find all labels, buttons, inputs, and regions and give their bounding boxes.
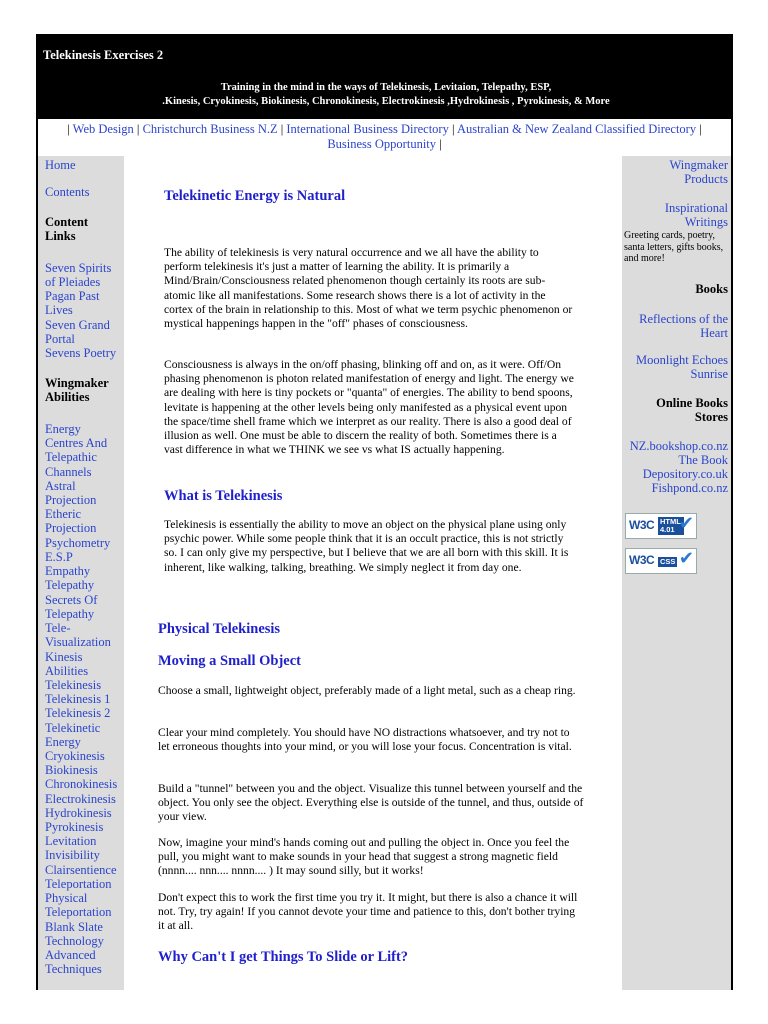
sidebar-link-kinesis-abilities[interactable]: Kinesis Abilities <box>45 650 89 679</box>
site-header <box>36 34 733 119</box>
sidebar-link-electrokinesis[interactable]: Electrokinesis <box>45 792 116 806</box>
right-link-nz-bookshop[interactable]: NZ.bookshop.co.nz <box>629 439 728 453</box>
sidebar-link-clairsentience[interactable]: Clairsentience <box>45 863 117 877</box>
paragraph-what-is: Telekinesis is essentially the ability to move an object on the physical plane using only psychic power. While some people think that it is an occult practice, this is not strictly so. I can only give my perspective, but I believe that we are all born with this skill. It is inherent, like walking, talking, breathing. We simply neglect it from day one. <box>164 518 569 574</box>
sidebar-link-secrets-of-telepathy[interactable]: Secrets Of Telepathy <box>45 593 98 622</box>
site-title: Telekinesis Exercises 2 <box>43 48 164 62</box>
sidebar-link-sevens-poetry[interactable]: Sevens Poetry <box>45 346 117 360</box>
heading-physical-telekinesis: Physical Telekinesis <box>158 621 281 637</box>
sidebar-link-tele-visualization[interactable]: Tele-Visualization <box>45 621 111 650</box>
right-link-fishpond[interactable]: Fishpond.co.nz <box>651 481 728 495</box>
sidebar-link-advanced-techniques[interactable]: Advanced Techniques <box>45 948 102 977</box>
nav-separator: | <box>439 137 442 151</box>
right-link-wingmaker-products[interactable]: Wingmaker Products <box>669 158 728 187</box>
css-label: CSS <box>660 557 676 566</box>
paragraph-move-3: Build a "tunnel" between you and the object. Visualize this tunnel between yourself and the object. You only see the object. Everything else is outside of the tunnel, and thus, outside of your view. <box>158 782 584 824</box>
sidebar-link-telekinesis-2[interactable]: Telekinesis 2 <box>45 706 111 720</box>
paragraph-energy-2: Consciousness is always in the on/off phasing, blinking off and on, as it were. Off/On phasing phenomenon is photon related manifestation of energy and light. The energy we are dealing with here is tiny pockets or "quanta" of energies. The ability to bend spoons, levitate is happening at the other levels being only manifested as a physical event upon the space/time shell frame which we interpret as our reality. There is also a good deal of illusion as well. One must be able to discern the reality of both. Sometimes there is a vast difference in what we THINK we see vs what IS actually happening. <box>164 358 574 457</box>
page-frame <box>36 34 733 990</box>
sidebar-link-contents[interactable]: Contents <box>45 185 90 199</box>
w3c-logo: W3C <box>629 518 655 532</box>
sidebar-link-pagan-past-lives[interactable]: Pagan Past Lives <box>45 289 100 318</box>
tagline <box>136 81 636 108</box>
sidebar-link-energy-centres[interactable]: Energy Centres And Telepathic Channels <box>45 422 108 479</box>
w3c-css-badge[interactable] <box>625 548 697 574</box>
right-sidebar <box>622 156 731 990</box>
nav-classified-directory[interactable]: Australian & New Zealand Classified Directory <box>456 122 697 136</box>
heading-telekinetic-energy: Telekinetic Energy is Natural <box>164 188 346 204</box>
nav-separator: | <box>699 122 702 136</box>
books-heading: Books <box>695 282 728 296</box>
right-link-moonlight[interactable]: Moonlight Echoes Sunrise <box>635 353 728 382</box>
sidebar-link-blank-slate-technology[interactable]: Blank Slate Technology <box>45 920 104 949</box>
heading-moving-small-object: Moving a Small Object <box>158 653 301 669</box>
paragraph-move-5: Don't expect this to work the first time you try it. It might, but there is also a chance it will not. Try, try again! If you cannot devote your time and patience to this, don't bother trying it at all. <box>158 891 578 933</box>
sidebar-link-telekinetic-energy[interactable]: Telekinetic Energy <box>45 721 101 750</box>
nav-web-design[interactable]: Web Design <box>72 122 134 136</box>
nav-business-opportunity[interactable]: Business Opportunity <box>327 137 437 151</box>
sidebar-link-telepathy[interactable]: Telepathy <box>45 578 95 592</box>
greeting-cards-note: Greeting cards, poetry, santa letters, gifts books, and more! <box>624 230 724 264</box>
w3c-logo: W3C <box>629 553 655 567</box>
main-content <box>124 156 622 990</box>
tagline-line-2: .Kinesis, Cryokinesis, Biokinesis, Chronokinesis, Electrokinesis ,Hydrokinesis , Pyrokinesis, & More <box>162 95 610 107</box>
checkmark-icon: ✔ <box>678 513 694 533</box>
w3c-html-badge[interactable] <box>625 513 697 539</box>
sidebar-link-seven-spirits[interactable]: Seven Spirits of Pleiades <box>45 261 112 290</box>
sidebar-link-telekinesis[interactable]: Telekinesis <box>45 678 102 692</box>
right-link-reflections[interactable]: Reflections of the Heart <box>639 312 728 341</box>
heading-why-cant-slide: Why Can't I get Things To Slide or Lift? <box>158 949 409 965</box>
paragraph-energy-1: The ability of telekinesis is very natural occurrence and we all have the ability to perform telekinesis it's just a matter of learning the ability. It is primarily a Mind/Brain/Consciousness related phenomenon though certainly its roots are sub-atomic like all manifestations. Some research shows there is a lot of activity in the cortex of the brain in relationship to this. Most of what we term psychic phenomenon or mystical happenings happen in the "off" phases of consciousness. <box>164 246 573 331</box>
sidebar-link-empathy[interactable]: Empathy <box>45 564 91 578</box>
heading-what-is-telekinesis: What is Telekinesis <box>164 488 283 504</box>
checkmark-icon: ✔ <box>678 548 694 568</box>
nav-christchurch-business[interactable]: Christchurch Business N.Z <box>142 122 278 136</box>
sidebar-link-psychometry[interactable]: Psychometry <box>45 536 111 550</box>
paragraph-move-4: Now, imagine your mind's hands coming out and pulling the object in. Once you feel the pull, you might want to make sounds in your head that suggest a strong magnetic field (nnnn.... nnn.... nnnn.... ) It may sound silly, but it works! <box>158 836 570 878</box>
sidebar-link-levitation[interactable]: Levitation <box>45 834 97 848</box>
sidebar-link-pyrokinesis[interactable]: Pyrokinesis <box>45 820 104 834</box>
nav-separator: | <box>67 122 70 136</box>
html-version-label: HTML 4.01 <box>658 517 684 535</box>
sidebar-link-seven-grand-portal[interactable]: Seven Grand Portal <box>45 318 110 347</box>
paragraph-move-2: Clear your mind completely. You should have NO distractions whatsoever, and try not to let erroneous thoughts into your mind, or you will lose your focus. Concentration is vital. <box>158 726 572 754</box>
right-link-book-depository[interactable]: The Book Depository.co.uk <box>642 453 728 482</box>
top-navigation <box>38 119 731 156</box>
sidebar-link-telekinesis-1[interactable]: Telekinesis 1 <box>45 692 111 706</box>
nav-separator: | <box>451 122 455 136</box>
right-link-inspirational-writings[interactable]: Inspirational Writings <box>664 201 728 230</box>
sidebar-link-invisibility[interactable]: Invisibility <box>45 848 100 862</box>
content-links-heading: Content Links <box>45 215 89 244</box>
paragraph-move-1: Choose a small, lightweight object, preferably made of a light metal, such as a cheap ring. <box>158 684 576 697</box>
sidebar-link-teleportation[interactable]: Teleportation <box>45 877 112 891</box>
sidebar-link-etheric-projection[interactable]: Etheric Projection <box>45 507 97 536</box>
sidebar-link-physical-teleportation[interactable]: Physical Teleportation <box>45 891 112 920</box>
nav-separator: | <box>280 122 284 136</box>
nav-international-business-directory[interactable]: International Business Directory <box>286 122 449 136</box>
wingmaker-abilities-heading: Wingmaker Abilities <box>45 376 109 405</box>
sidebar-link-home[interactable]: Home <box>45 158 76 172</box>
nav-separator: | <box>136 122 140 136</box>
sidebar-link-astral-projection[interactable]: Astral Projection <box>45 479 97 508</box>
left-sidebar <box>38 156 124 990</box>
online-stores-heading: Online Books Stores <box>656 396 728 425</box>
sidebar-link-cryokinesis[interactable]: Cryokinesis <box>45 749 105 763</box>
sidebar-link-hydrokinesis[interactable]: Hydrokinesis <box>45 806 112 820</box>
sidebar-link-chronokinesis[interactable]: Chronokinesis <box>45 777 118 791</box>
sidebar-link-biokinesis[interactable]: Biokinesis <box>45 763 98 777</box>
tagline-line-1: Training in the mind in the ways of Telekinesis, Levitaion, Telepathy, ESP, <box>220 82 552 93</box>
sidebar-link-esp[interactable]: E.S.P <box>45 550 73 564</box>
